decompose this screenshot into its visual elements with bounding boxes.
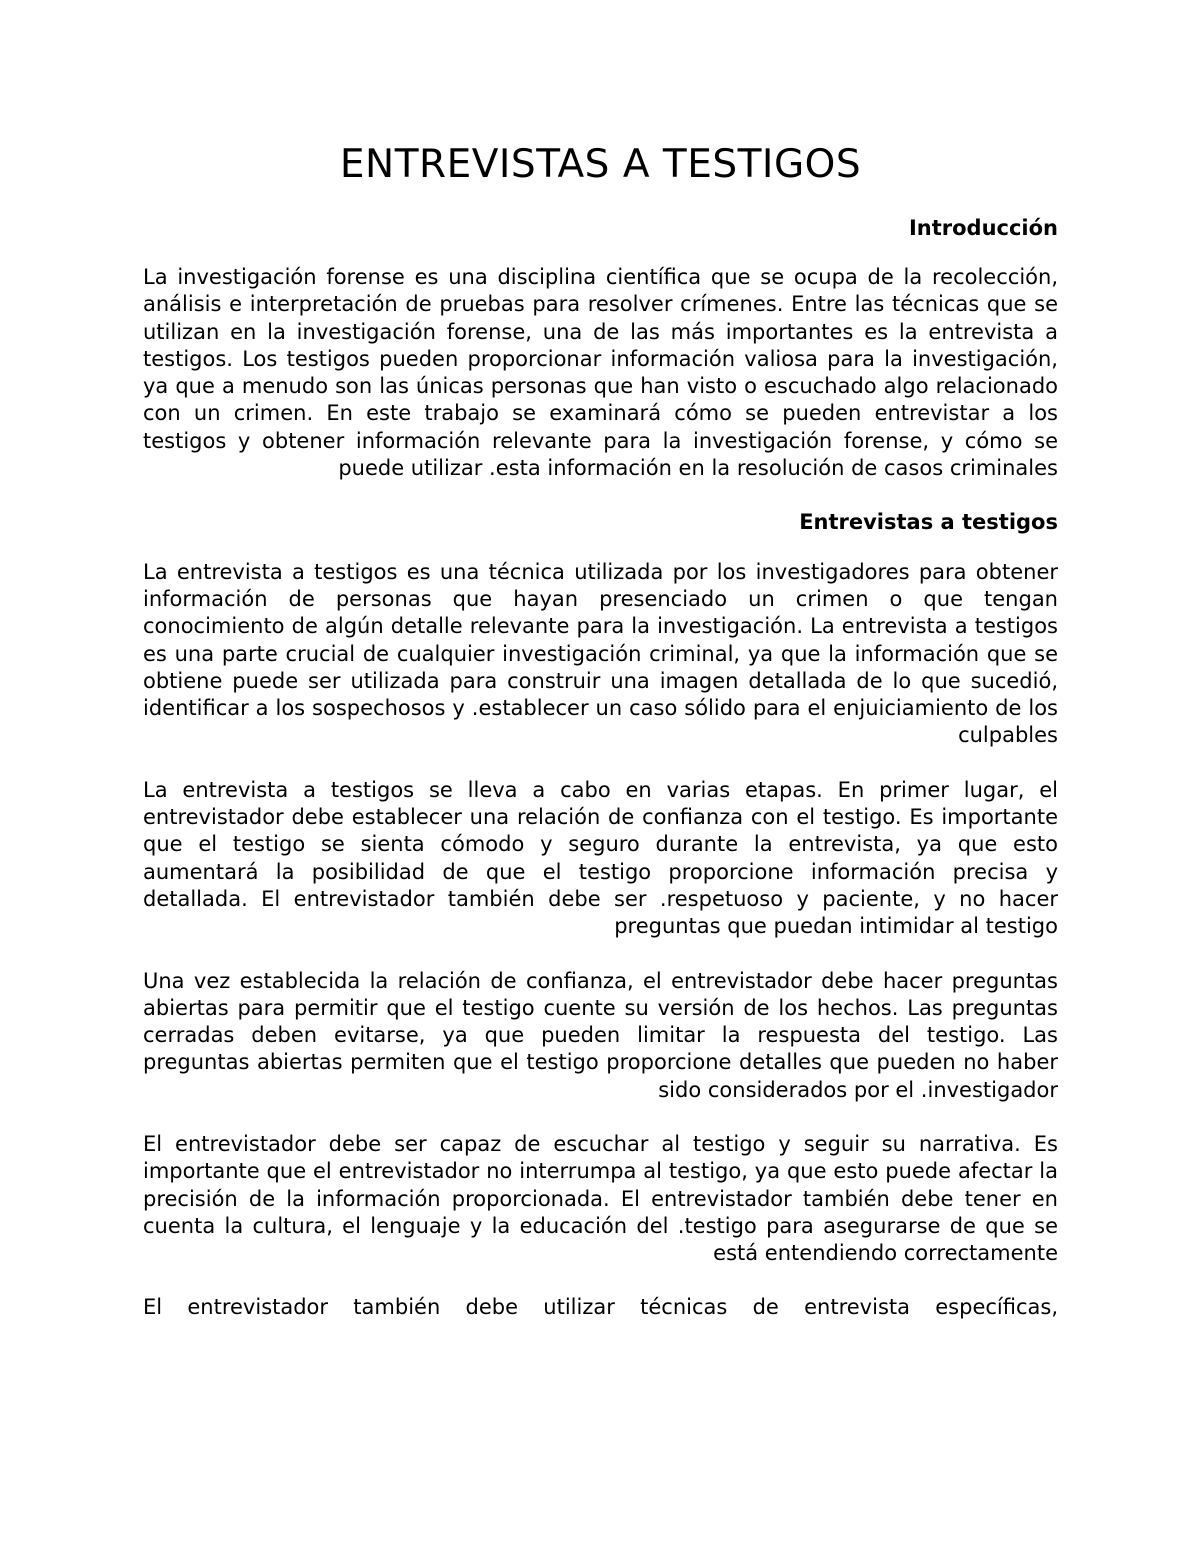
section-heading-entrevistas: Entrevistas a testigos	[799, 510, 1058, 535]
body-paragraph: El entrevistador también debe utilizar técnicas de entrevista específicas,	[143, 1295, 1058, 1320]
intro-paragraph: La investigación forense es una disciplina científica que se ocupa de la recolección, análisis e interpretación de pruebas para resolver crímenes. Entre las técnicas que se utilizan en la investigación forense, una de las más importantes es la entrevista a testigos. Los testigos pueden proporcionar información valiosa para la investigación, ya que a menudo son las únicas personas que han visto o escuchado algo relacionado con un crimen. En este trabajo se examinará cómo se pueden entrevistar a los testigos y obtener información relevante para la investigación forense, y cómo se puede utilizar .esta información en la resolución de casos criminales	[143, 264, 1058, 481]
body-paragraph: El entrevistador debe ser capaz de escuchar al testigo y seguir su narrativa. Es importante que el entrevistador no interrumpa al testigo, ya que esto puede afectar la precisión de la información proporcionada. El entrevistador también debe tener en cuenta la cultura, el lenguaje y la educación del .testigo para asegurarse de que se está entendiendo correctamente	[143, 1132, 1058, 1266]
document-title: ENTREVISTAS A TESTIGOS	[339, 142, 862, 187]
body-paragraph: La entrevista a testigos es una técnica utilizada por los investigadores para obtener información de personas que hayan presenciado un crimen o que tengan conocimiento de algún detalle relevante para la investigación. La entrevista a testigos es una parte crucial de cualquier investigación criminal, ya que la información que se obtiene puede ser utilizada para construir una imagen detallada de lo que sucedió, identificar a los sospechosos y .establecer un caso sólido para el enjuiciamiento de los culpables	[143, 559, 1058, 748]
section-heading-introduccion: Introducción	[908, 215, 1058, 240]
body-paragraph: Una vez establecida la relación de confianza, el entrevistador debe hacer preguntas abiertas para permitir que el testigo cuente su versión de los hechos. Las preguntas cerradas deben evitarse, ya que pueden limitar la respuesta del testigo. Las preguntas abiertas permiten que el testigo proporcione detalles que pueden no haber sido considerados por el .investigador	[143, 968, 1058, 1102]
document-page	[143, 140, 1058, 1322]
body-paragraph: La entrevista a testigos se lleva a cabo en varias etapas. En primer lugar, el entrevistador debe establecer una relación de confianza con el testigo. Es importante que el testigo se sienta cómodo y seguro durante la entrevista, ya que esto aumentará la posibilidad de que el testigo proporcione información precisa y detallada. El entrevistador también debe ser .respetuoso y paciente, y no hacer preguntas que puedan intimidar al testigo	[143, 777, 1058, 939]
